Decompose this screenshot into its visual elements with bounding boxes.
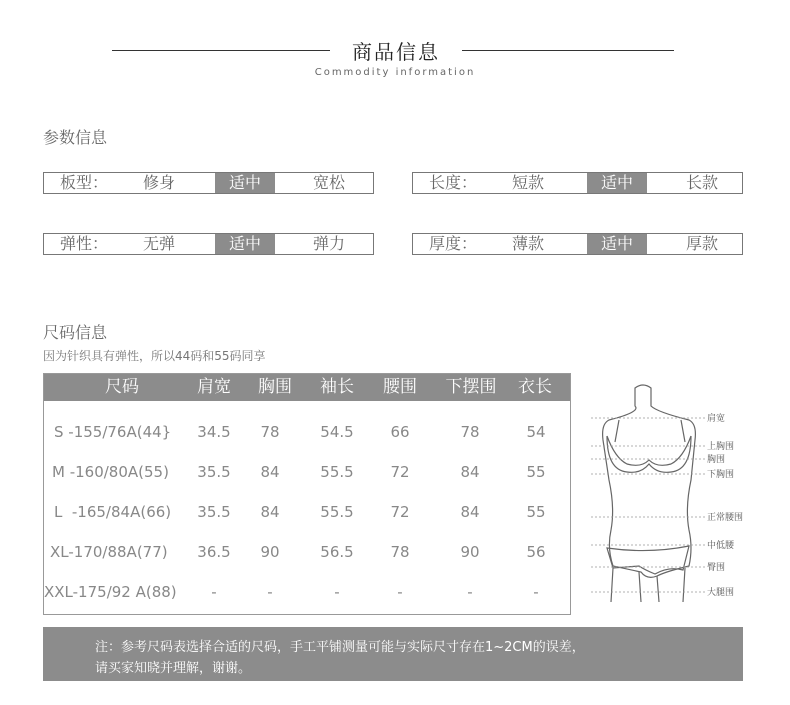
table-cell: 55	[526, 503, 546, 521]
table-cell: 78	[460, 423, 480, 441]
disclaimer-line-2: 请买家知晓并理解，谢谢。	[95, 661, 252, 676]
figure-label: 大腿围	[707, 588, 735, 598]
table-cell: 35.5	[197, 463, 231, 481]
size-cell: XL-170/88A(77)	[50, 543, 168, 561]
param-option[interactable]: 修身	[142, 173, 175, 192]
column-header: 腰围	[383, 377, 417, 397]
table-cell: 90	[260, 543, 280, 561]
table-cell: -	[211, 583, 217, 601]
table-cell: 54.5	[320, 423, 354, 441]
table-cell: 72	[390, 463, 410, 481]
param-option[interactable]: 无弹	[142, 234, 175, 253]
column-header: 胸围	[258, 377, 292, 397]
table-cell: -	[334, 583, 340, 601]
page-title: 商品信息	[352, 40, 440, 64]
table-cell: 36.5	[197, 543, 231, 561]
table-cell: 66	[390, 423, 410, 441]
column-header: 衣长	[518, 377, 552, 397]
param-label: 长度：	[429, 173, 478, 192]
table-cell: -	[397, 583, 403, 601]
table-cell: 55	[526, 463, 546, 481]
size-cell: L -165/84A(66)	[54, 503, 172, 521]
param-option[interactable]: 长款	[685, 173, 718, 192]
table-cell: 84	[460, 463, 480, 481]
param-label: 厚度：	[429, 234, 478, 253]
measurement-disclaimer	[43, 627, 743, 681]
param-row-thickness	[412, 233, 743, 255]
param-option-selected[interactable]: 适中	[587, 173, 647, 193]
figure-label: 下胸围	[707, 470, 735, 480]
figure-label: 肩宽	[707, 414, 726, 424]
figure-label: 正常腰围	[707, 513, 744, 523]
column-header: 袖长	[320, 377, 354, 397]
column-header: 下摆围	[445, 377, 497, 397]
param-row-length	[412, 172, 743, 194]
param-option-selected[interactable]: 适中	[587, 234, 647, 254]
table-cell: 90	[460, 543, 480, 561]
size-cell: M -160/80A(55)	[52, 463, 169, 481]
table-cell: 72	[390, 503, 410, 521]
size-cell: S -155/76A(44}	[54, 423, 172, 441]
table-cell: 78	[260, 423, 280, 441]
size-table	[43, 373, 571, 615]
size-table-header	[44, 374, 570, 401]
figure-label: 中低腰	[707, 541, 735, 551]
title-divider-right	[462, 50, 674, 51]
page-header	[0, 30, 790, 90]
table-cell: -	[467, 583, 473, 601]
column-header: 肩宽	[197, 377, 231, 397]
param-row-fit	[43, 172, 374, 194]
table-cell: 56	[526, 543, 546, 561]
params-heading: 参数信息	[43, 128, 108, 147]
page-subtitle: Commodity information	[314, 67, 476, 78]
figure-label: 上胸围	[707, 442, 735, 452]
sizes-note: 因为针织具有弹性，所以44码和55码同享	[43, 349, 266, 363]
table-cell: -	[533, 583, 539, 601]
param-label: 板型：	[60, 173, 109, 192]
table-cell: 55.5	[320, 463, 354, 481]
table-cell: 84	[260, 503, 280, 521]
table-cell: 84	[260, 463, 280, 481]
column-header: 尺码	[105, 377, 139, 397]
table-cell: 34.5	[197, 423, 231, 441]
size-cell: XXL-175/92 A(88)	[44, 583, 177, 601]
disclaimer-line-1: 注：参考尺码表选择合适的尺码，手工平铺测量可能与实际尺寸存在1~2CM的误差，	[95, 640, 585, 655]
param-option[interactable]: 宽松	[312, 173, 345, 192]
table-cell: 78	[390, 543, 410, 561]
sizes-heading: 尺码信息	[43, 323, 108, 342]
param-option-selected[interactable]: 适中	[215, 173, 275, 193]
table-cell: 55.5	[320, 503, 354, 521]
param-label: 弹性：	[60, 234, 109, 253]
table-cell: 35.5	[197, 503, 231, 521]
figure-label: 臀围	[707, 563, 726, 573]
title-divider-left	[112, 50, 330, 51]
param-option[interactable]: 短款	[511, 173, 544, 192]
figure-label: 胸围	[707, 455, 726, 465]
param-option-selected[interactable]: 适中	[215, 234, 275, 254]
table-cell: 56.5	[320, 543, 354, 561]
mannequin-icon	[585, 380, 785, 610]
table-cell: 54	[526, 423, 546, 441]
param-row-elasticity	[43, 233, 374, 255]
table-cell: 84	[460, 503, 480, 521]
body-measurement-figure	[585, 380, 785, 610]
table-cell: -	[267, 583, 273, 601]
param-option[interactable]: 厚款	[685, 234, 718, 253]
param-option[interactable]: 薄款	[511, 234, 544, 253]
param-option[interactable]: 弹力	[312, 234, 345, 253]
